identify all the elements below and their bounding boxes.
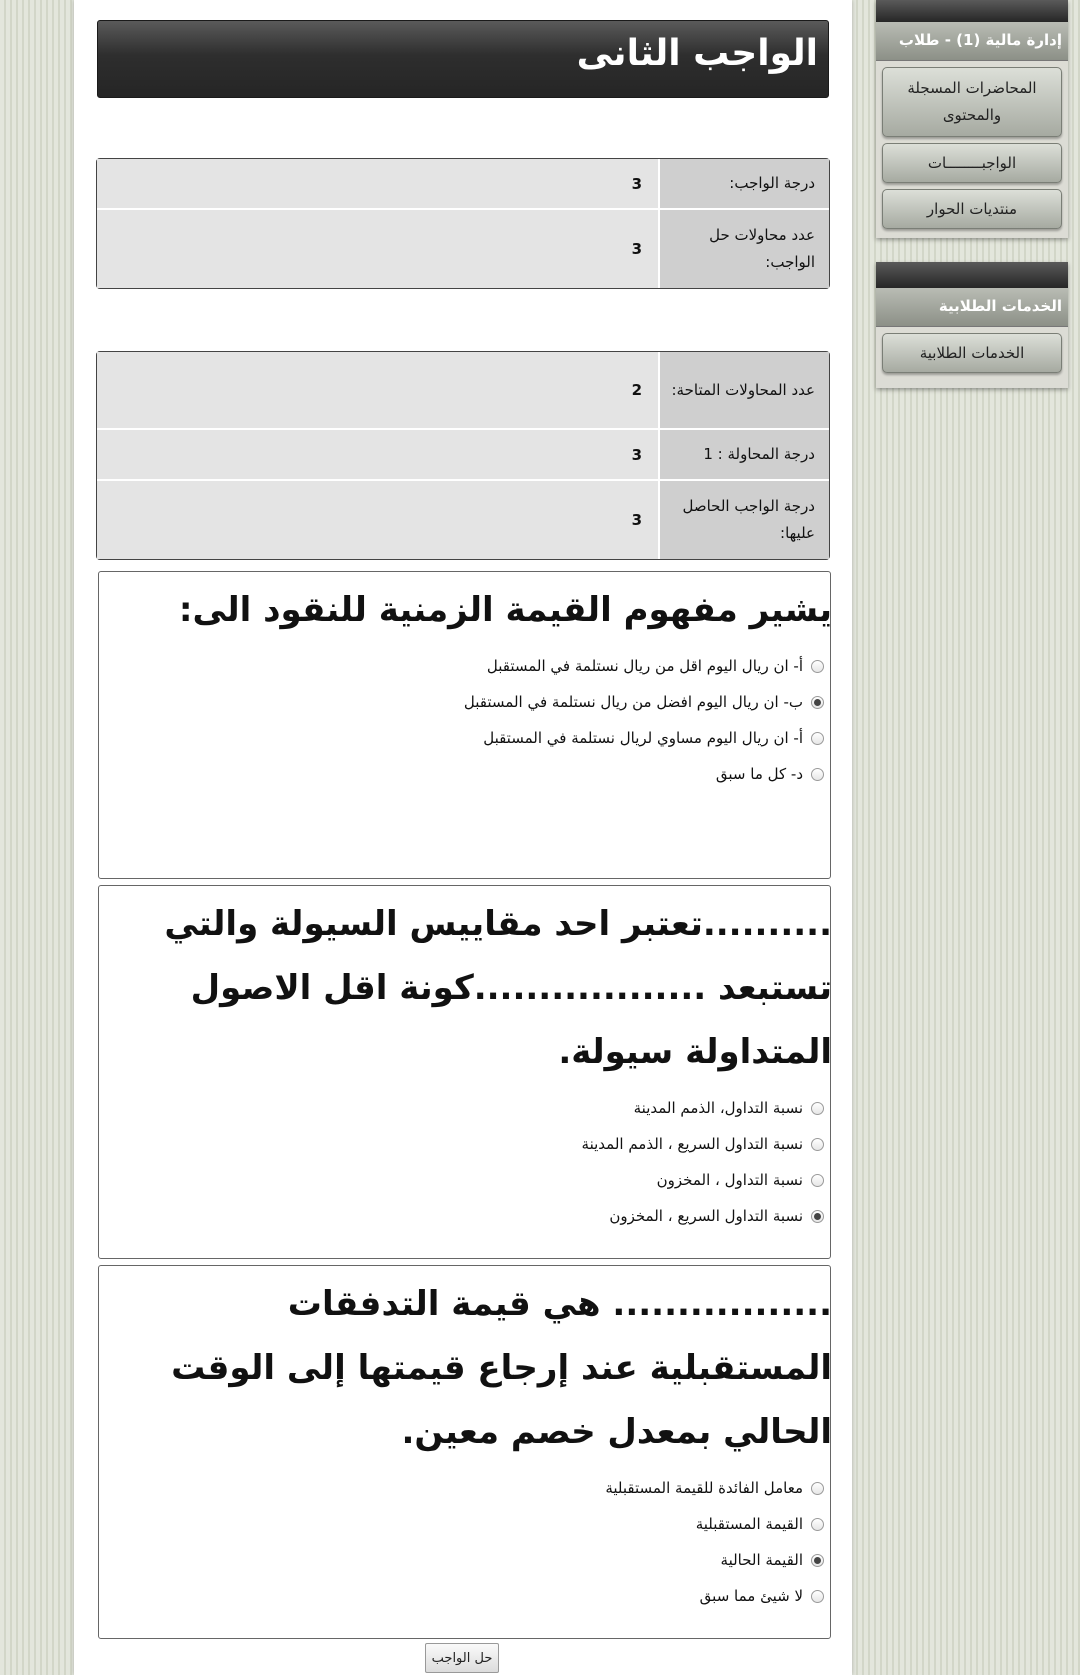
radio-button[interactable] — [811, 768, 824, 781]
option[interactable] — [99, 720, 824, 756]
question-text: ................. هي قيمة التدفقات المستقبلية عند إرجاع قيمتها إلى الوقت الحالي بمعدل خصم معين. — [171, 1284, 832, 1452]
table-row — [97, 210, 829, 288]
option-label: ب- ان ريال اليوم افضل من ريال نستلمة في المستقبل — [463, 693, 803, 711]
option-label: القيمة الحالية — [720, 1551, 803, 1569]
attempt-grade-label: درجة المحاولة : 1 — [658, 430, 829, 481]
nav-lectures-button[interactable]: المحاضرات المسجلة والمحتوى — [882, 67, 1062, 137]
radio-button[interactable] — [811, 1482, 824, 1495]
option[interactable] — [99, 1578, 824, 1614]
question-2 — [98, 885, 831, 1259]
question-3 — [98, 1265, 831, 1639]
attempt-info-table — [96, 351, 830, 560]
radio-button[interactable] — [811, 1554, 824, 1567]
nav-assignments-button[interactable]: الواجبــــــــات — [882, 143, 1062, 183]
question-text: يشير مفهوم القيمة الزمنية للنقود الى: — [178, 590, 832, 630]
option-label: القيمة المستقبلية — [695, 1515, 803, 1533]
options-list — [99, 1090, 830, 1234]
attempts-value: 3 — [97, 210, 658, 288]
radio-button[interactable] — [811, 1210, 824, 1223]
option-label: لا شيئ مما سبق — [699, 1587, 803, 1605]
option[interactable] — [99, 1506, 824, 1542]
panel-header-bar — [876, 0, 1068, 22]
options-list — [99, 1470, 830, 1614]
services-panel — [876, 262, 1068, 388]
grade-label: درجة الواجب: — [658, 159, 829, 210]
final-grade-value: 3 — [97, 481, 658, 559]
table-row — [97, 430, 829, 481]
radio-button[interactable] — [811, 660, 824, 673]
option[interactable] — [99, 1126, 824, 1162]
question-1 — [98, 571, 831, 879]
option[interactable] — [99, 756, 824, 792]
radio-button[interactable] — [811, 1590, 824, 1603]
option-label: أ- ان ريال اليوم اقل من ريال نستلمة في المستقبل — [486, 657, 803, 675]
panel-header-bar — [876, 262, 1068, 288]
services-title: الخدمات الطلابية — [876, 288, 1068, 327]
option-label: نسبة التداول، الذمم المدينة — [633, 1099, 803, 1117]
nav-forums-button[interactable]: منتديات الحوار — [882, 189, 1062, 229]
option[interactable] — [99, 1542, 824, 1578]
table-row — [97, 481, 829, 559]
option-label: أ- ان ريال اليوم مساوي لريال نستلمة في المستقبل — [483, 729, 803, 747]
radio-button[interactable] — [811, 696, 824, 709]
option-label: نسبة التداول السريع ، المخزون — [609, 1207, 803, 1225]
course-panel — [876, 0, 1068, 238]
option[interactable] — [99, 1162, 824, 1198]
radio-button[interactable] — [811, 1102, 824, 1115]
radio-button[interactable] — [811, 1138, 824, 1151]
option-label: نسبة التداول ، المخزون — [656, 1171, 803, 1189]
page-title: الواجب الثانى — [97, 20, 829, 98]
attempts-label: عدد محاولات حل الواجب: — [658, 210, 829, 288]
available-attempts-value: 2 — [97, 352, 658, 430]
submit-assignment-button[interactable]: حل الواجب — [425, 1643, 499, 1673]
option-label: معامل الفائدة للقيمة المستقبلية — [605, 1479, 803, 1497]
available-attempts-label: عدد المحاولات المتاحة: — [658, 352, 829, 430]
nav-student-services-button[interactable]: الخدمات الطلابية — [882, 333, 1062, 373]
course-title: إدارة مالية (1) - طلاب — [876, 22, 1068, 61]
radio-button[interactable] — [811, 1518, 824, 1531]
option[interactable] — [99, 1198, 824, 1234]
final-grade-label: درجة الواجب الحاصل عليها: — [658, 481, 829, 559]
option[interactable] — [99, 684, 824, 720]
radio-button[interactable] — [811, 1174, 824, 1187]
option-label: نسبة التداول السريع ، الذمم المدينة — [581, 1135, 803, 1153]
grade-value: 3 — [97, 159, 658, 210]
option[interactable] — [99, 1470, 824, 1506]
assignment-info-table — [96, 158, 830, 289]
attempt-grade-value: 3 — [97, 430, 658, 481]
options-list — [99, 648, 830, 792]
question-text: ..........تعتبر احد مقاييس السيولة والتي تستبعد ..................كونة اقل الاصول المتداولة سيولة. — [164, 904, 832, 1072]
option[interactable] — [99, 1090, 824, 1126]
option[interactable] — [99, 648, 824, 684]
option-label: د- كل ما سبق — [715, 765, 803, 783]
radio-button[interactable] — [811, 732, 824, 745]
main-content — [74, 0, 852, 1675]
table-row — [97, 159, 829, 210]
table-row — [97, 352, 829, 430]
